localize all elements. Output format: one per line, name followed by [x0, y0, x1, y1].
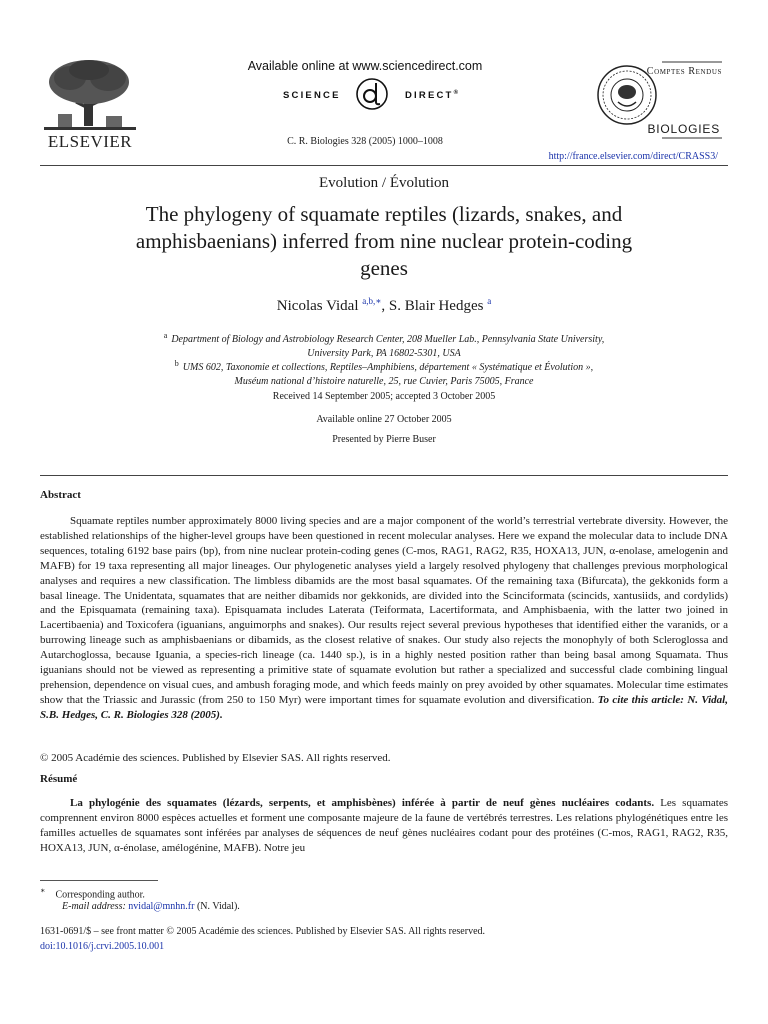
header-divider: [40, 165, 728, 166]
email-label: E-mail address:: [62, 901, 126, 912]
abstract-divider: [40, 475, 728, 476]
email-suffix: (N. Vidal).: [194, 901, 240, 912]
author-list: [40, 296, 728, 315]
journal-url-link[interactable]: http://france.elsevier.com/direct/CRASS3/: [548, 151, 718, 162]
resume-text: [40, 796, 728, 856]
footnote-corresponding: [40, 886, 145, 900]
sciencedirect-logo: [283, 77, 483, 111]
elsevier-logo: [40, 58, 140, 150]
affiliation-line: Department of Biology and Astrobiology Research Center, 208 Mueller Lab., Pennsylvania State University,: [171, 334, 605, 345]
abstract-paragraph: Squamate reptiles number approximately 8000 living species and are a major component of the world’s terrestrial vertebrate diversity. However, the established relationships of the higher-level groups have been questioned in recent molecular analyses. Here we expand the molecular data to include DNA sequences, totaling 6192 base pairs (bp), from nine nuclear protein-coding genes (C-mos, RAG1, RAG2, R35, HOXA13, JUN, α-enolase, amelogenin and MAFB) for 19 taxa representing all major lineages. Our phylogenetic analyses yield a largely resolved phylogeny that challenges previous morphological analyses and requires a new classification. The limbless dibamids are the most basal squamates. Of the remaining taxa (Bifurcata), the gekkonids form a basal lineage. The Unidentata, squamates that are neither dibamids nor gekkonids, are divided into the Scinciformata (scincids, xantusiids, and cordylids) and the Episquamata (remaining taxa). Episquamata includes Laterata (Teiformata, Lacertiformata, and Amphisbaenia, with the latter two joined in Lacertibaenia) and Toxicofera (iguanians, anguimorphs and snakes). Our results reject several previous hypotheses that identified either the varanids, or a burrowing lineage such as amphisbaenians or dibamids, as the closest relative of snakes. Our study also rejects the monophyly of both Scleroglossa and Autarchoglossa, because Iguania, a species-rich lineage (ca. 1440 sp.), is in a highly nested position rather than being basal among Squamata. Thus iguanians should not be viewed as representing a primitive state of squamate evolution but rather a specialized and successful clade combining lingual prehension, dependence on visual cues, and ambush foraging mode, and which feeds mainly on prey avoided by other squamates. Molecular time estimates show that the Triassic and Jurassic (from 250 to 150 Myr) were important times for squamate evolution and diversification.: [40, 515, 728, 706]
resume-heading: Résumé: [40, 773, 78, 785]
footnote-divider: [40, 880, 158, 881]
abstract-copyright: © 2005 Académie des sciences. Published by Elsevier SAS. All rights reserved.: [40, 752, 391, 764]
doi-link[interactable]: doi:10.1016/j.crvi.2005.10.001: [40, 941, 165, 952]
author-affiliation-link[interactable]: a: [487, 296, 492, 306]
affiliation-line: Muséum national d’histoire naturelle, 25, rue Cuvier, Paris 75005, France: [234, 376, 534, 387]
resume-paragraph: Les squamates comprennent environ 8000 espèces actuelles et forment une composante majeure de la faune de vertébrés terrestres. Les relations phylogénétiques entre les familles actuelles de squamates sont inférées par analyses de séquences de neuf gènes nucléaires codant pour des protéines (C-mos, RAG1, RAG2, R35, HOXA13, JUN, α-énolase, amélogénine, MAFB). Notre jeu: [40, 797, 728, 854]
abstract-text: [40, 514, 728, 723]
presented-by: Presented by Pierre Buser: [332, 434, 436, 445]
author-affiliation-link[interactable]: a,b,∗: [362, 296, 382, 306]
resume-title: La phylogénie des squamates (lézards, serpents, et amphisbènes) inférée à partir de neuf gènes nucléaires codants.: [70, 797, 655, 809]
section-label: Evolution / Évolution: [319, 175, 449, 191]
issn-copyright: 1631-0691/$ – see front matter © 2005 Académie des sciences. Published by Elsevier SAS. All rights reserved.: [40, 926, 486, 937]
sciencedirect-at-icon: [355, 77, 389, 111]
elsevier-tree-icon: [40, 58, 140, 132]
footnote-email: [62, 901, 240, 912]
author-name: Nicolas Vidal: [276, 298, 359, 314]
received-date: Received 14 September 2005; accepted 3 October 2005: [272, 391, 496, 402]
available-online-date: Available online 27 October 2005: [316, 414, 452, 425]
affiliation-line: University Park, PA 16802-5301, USA: [307, 348, 461, 359]
publisher-name: ELSEVIER: [47, 132, 133, 151]
footnote-mark: ∗: [40, 886, 46, 895]
available-online-text: Available online at www.sciencedirect.com: [247, 59, 483, 73]
sciencedirect-left-word: SCIENCE: [283, 90, 341, 101]
abstract-heading: Abstract: [40, 489, 81, 501]
affiliation-line: UMS 602, Taxonomie et collections, Reptiles–Amphibiens, département « Systématique et Évolution »,: [182, 362, 594, 373]
author-name: S. Blair Hedges: [388, 298, 484, 314]
journal-citation: C. R. Biologies 328 (2005) 1000–1008: [287, 136, 443, 147]
article-title: The phylogeny of squamate reptiles (lizards, snakes, and amphisbaenians) inferred from nine nuclear protein-coding genes: [135, 202, 633, 280]
author-separator: ,: [381, 298, 389, 314]
journal-name-top: Comptes Rendus: [646, 66, 722, 77]
sciencedirect-right-word: DIRECT®: [405, 90, 461, 102]
affiliation-mark: b: [174, 359, 179, 368]
email-link[interactable]: nvidal@mnhn.fr: [128, 901, 195, 912]
affiliation-mark: a: [163, 331, 168, 340]
journal-name-bottom: BIOLOGIES: [647, 122, 720, 136]
comptes-rendus-biologies-logo: [592, 58, 722, 142]
abstract-citation: To cite this article: N. Vidal, S.B. Hedges, C. R. Biologies 328 (2005).: [40, 693, 728, 721]
footnote-text: Corresponding author.: [55, 889, 145, 901]
affiliation-b: [40, 357, 728, 389]
